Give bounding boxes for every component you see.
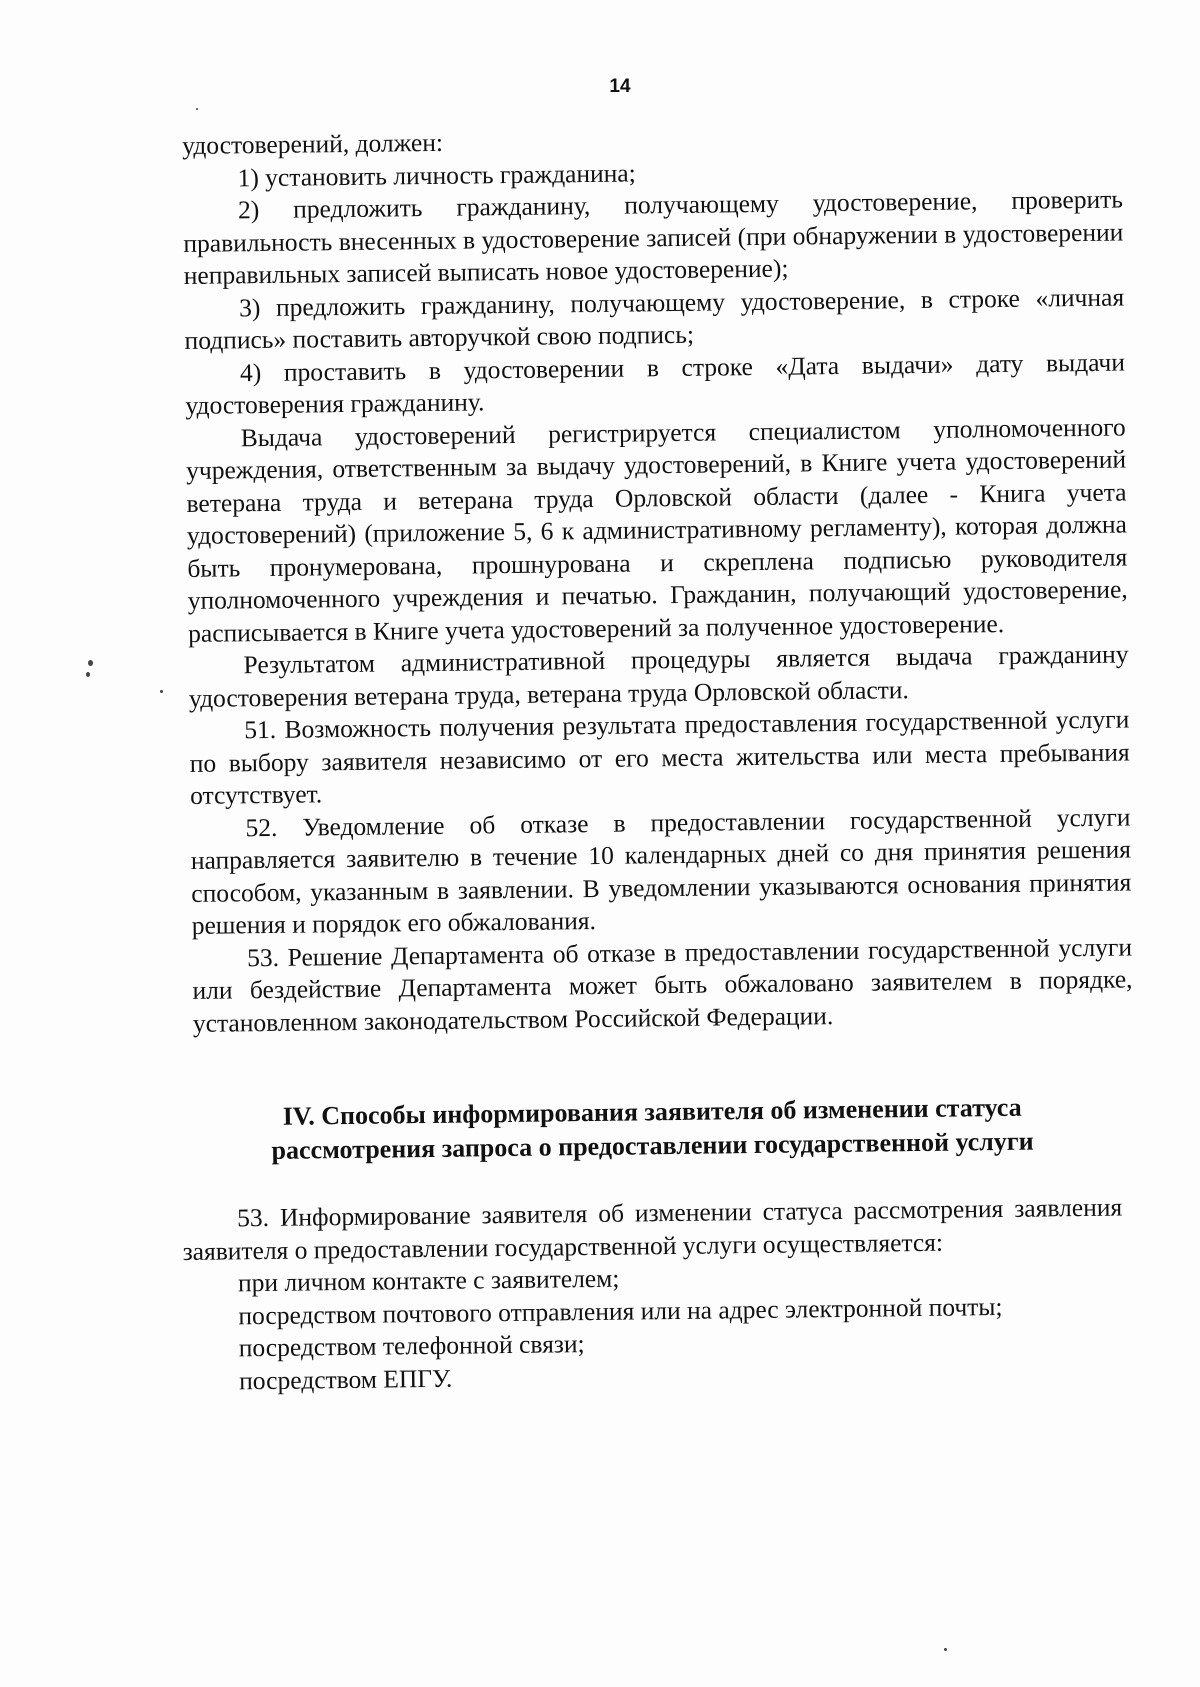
body-text-top [182,119,1133,1040]
list-item: посредством почтового отправления или на адрес электронной почты; [238,1291,1003,1330]
list-item: посредством телефонной связи; [238,1329,585,1363]
list-item: при личном контакте с заявителем; [237,1263,620,1298]
section-heading [182,1090,1123,1169]
list-item: 4) проставить в удостоверении в строке «Дата выдачи» дату выдачи удостоверения гражданину. [185,346,1126,420]
paragraph: 53. Решение Департамента об отказе в предоставлении государственной услуги или бездействие Департамента может быть обжаловано заявителем в порядке, установленном законодательством Российской Федерации. [192,931,1133,1038]
scan-speck [86,672,90,677]
paragraph: удостоверений, должен: [182,127,444,160]
scan-speck [196,108,198,110]
scan-speck [944,1648,947,1651]
section-heading-line-2: рассмотрения запроса о предоставлении государственной услуги [271,1126,1034,1165]
section-heading-line-1: IV. Способы информирования заявителя об изменении статуса [282,1092,1022,1131]
paragraph: 51. Возможность получения результата предоставления государственной услуги по выбору заявителя независимо от его места жительства или места пребывания отсутствует. [189,704,1130,810]
paragraph: 52. Уведомление об отказе в предоставлении государственной услуги направляется заявителю в течение 10 календарных дней со дня принятия решения способом, указанным в заявлении. В уведомлении указываются основания принятия решения и порядок его обжалования. [190,801,1132,940]
list-item: посредством ЕПГУ. [238,1363,453,1395]
list-item: 3) предложить гражданину, получающему удостоверение, в строке «личная подпись» поставить авторучкой свою подпись; [184,282,1125,355]
paragraph: Выдача удостоверений регистрируется специалистом уполномоченного учреждения, ответственным за выдачу удостоверений, в Книге учета удостоверений ветерана труда и ветерана труда Орловской области (далее - Книга учета удостоверений) (приложение 5, 6 к административному регламенту), которая должна быть пронумерована, прошнурована и скреплена подписью руководителя уполномоченного учреждения и печатью. Гражданин, получающий удостоверение, расписывается в Книге учета удостоверений за полученное удостоверение. [185,411,1128,648]
page-number: 14 [609,76,631,97]
paragraph: Результатом административной процедуры является выдача гражданину удостоверения ветерана труда, ветерана труда Орловской области. [188,639,1129,713]
paragraph: 53. Информирование заявителя об изменении статуса рассмотрения заявления заявителя о предоставлении государственной услуги осуществляется: [182,1192,1123,1266]
body-text-bottom [182,1192,1124,1398]
scan-speck [88,660,93,666]
list-item: 1) установить личность гражданина; [237,157,636,192]
list-item: 2) предложить гражданину, получающему удостоверение, проверить правильность внесенных в удостоверение записей (при обнаружении в удостоверении неправильных записей выписать новое удостоверение); [183,184,1124,290]
scan-speck [160,690,163,693]
